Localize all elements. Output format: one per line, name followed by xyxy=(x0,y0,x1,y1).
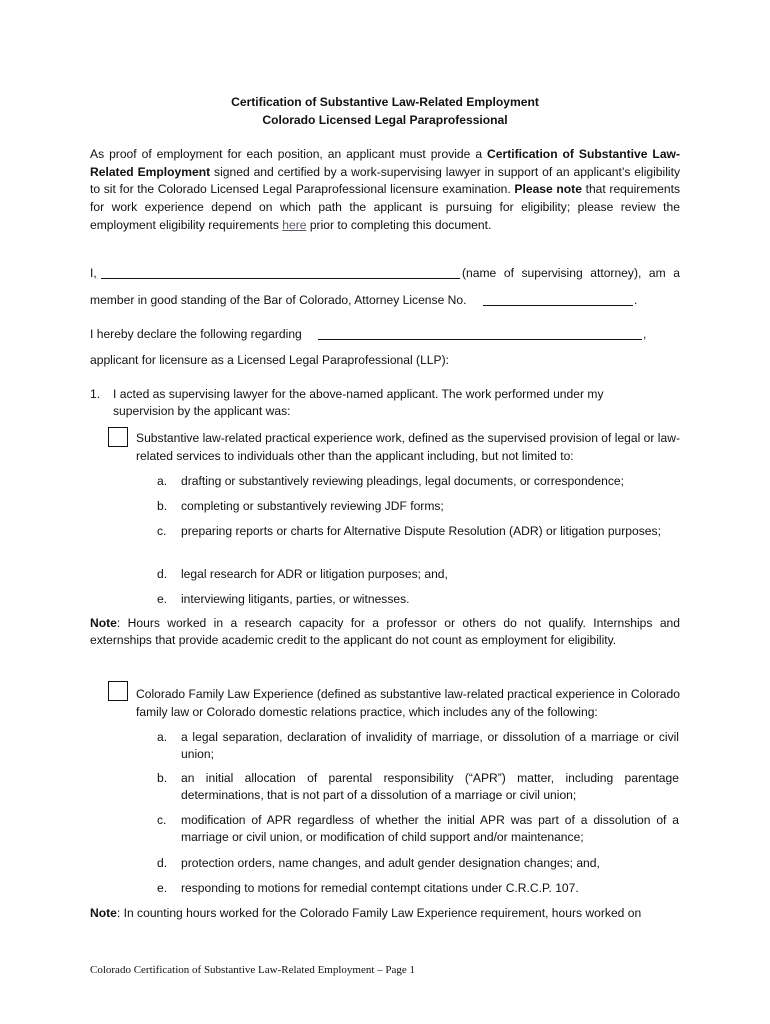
family-law-experience-text: Colorado Family Law Experience (defined as substantive law-related practical experience in Colorado family law or Colorado domestic relations practice, which includes any of the following: xyxy=(136,687,680,719)
option1-note: Note: Hours worked in a research capacity for a professor or others do not qualify. Internships and externships that provide academic credit to the applicant do not count as employment for eligibility. xyxy=(90,616,680,647)
option2-item-text: a legal separation, declaration of invalidity of marriage, or dissolution of a marriage or civil union; xyxy=(181,730,679,761)
option2-note: Note: In counting hours worked for the Colorado Family Law Experience requirement, hours worked on xyxy=(90,906,642,920)
section-text-line1: I acted as supervising lawyer for the above-named applicant. The work performed under my xyxy=(113,387,604,401)
member-text: member in good standing of the Bar of Colorado, Attorney License No. xyxy=(90,293,467,307)
option2-item-letter: c. xyxy=(157,813,167,827)
family-law-experience-checkbox[interactable] xyxy=(108,681,128,701)
option1-item-text: interviewing litigants, parties, or witnesses. xyxy=(181,592,410,606)
option1-item-text: completing or substantively reviewing JDF forms; xyxy=(181,499,444,513)
option1-item-letter: d. xyxy=(157,567,168,581)
option2-item-text: an initial allocation of parental responsibility (“APR”) matter, including parentage determinations, that is not part of a dissolution of a marriage or civil union; xyxy=(181,771,679,802)
option2-item-text: responding to motions for remedial contempt citations under C.R.C.P. 107. xyxy=(181,881,579,895)
option1-item-text: drafting or substantively reviewing pleadings, legal documents, or correspondence; xyxy=(181,474,625,488)
substantive-experience-text: Substantive law-related practical experience work, defined as the supervised provision of legal or law-related services to individuals other than the applicant including, but not limited to: xyxy=(136,431,680,463)
option1-item-letter: e. xyxy=(157,592,168,606)
option1-item-text: legal research for ADR or litigation purposes; and, xyxy=(181,567,448,581)
option2-item-letter: e. xyxy=(157,881,168,895)
document-title: Certification of Substantive Law-Related Employment xyxy=(231,95,539,109)
option1-item-letter: b. xyxy=(157,499,168,513)
option2-item-letter: d. xyxy=(157,856,168,870)
option1-item-letter: a. xyxy=(157,474,168,488)
substantive-experience-checkbox[interactable] xyxy=(108,427,128,447)
attorney-name-field[interactable] xyxy=(101,266,460,279)
option2-item-letter: a. xyxy=(157,730,168,744)
document-subtitle: Colorado Licensed Legal Paraprofessional xyxy=(262,113,508,127)
declare-comma: , xyxy=(643,327,647,341)
section-number: 1. xyxy=(90,387,101,401)
declare-text: I hereby declare the following regarding xyxy=(90,327,302,341)
option2-item-text: modification of APR regardless of whether the initial APR was part of a dissolution of a marriage or civil union, or modification of child support and/or maintenance; xyxy=(181,813,679,844)
option1-item-text: preparing reports or charts for Alternative Dispute Resolution (ADR) or litigation purposes; xyxy=(181,524,661,538)
option2-item-text: protection orders, name changes, and adult gender designation changes; and, xyxy=(181,856,600,870)
option2-item-letter: b. xyxy=(157,771,168,785)
page-footer: Colorado Certification of Substantive Law-Related Employment – Page 1 xyxy=(90,964,416,976)
option1-item-letter: c. xyxy=(157,524,167,538)
applicant-name-field[interactable] xyxy=(318,327,642,340)
attorney-suffix: (name of supervising attorney), am a xyxy=(462,266,680,280)
applicant-text: applicant for licensure as a Licensed Legal Paraprofessional (LLP): xyxy=(90,353,449,367)
requirements-link[interactable]: here xyxy=(282,217,307,232)
section-text-line2: supervision by the applicant was: xyxy=(113,404,291,418)
attorney-license-field[interactable] xyxy=(483,293,633,306)
i-label: I, xyxy=(90,266,97,280)
intro-paragraph: As proof of employment for each position, an applicant must provide a Certification of Substantive Law-Related Employment signed and certified by a work-supervising lawyer in support of an applicant’s eligibility to sit for the Colorado Licensed Legal Paraprofessional licensure examination. Please note that requirements for work experience depend on which path the applicant is pursuing for eligibility; please review the employment eligibility requirements here prior to completing this document. xyxy=(90,147,680,232)
member-period: . xyxy=(634,293,638,307)
